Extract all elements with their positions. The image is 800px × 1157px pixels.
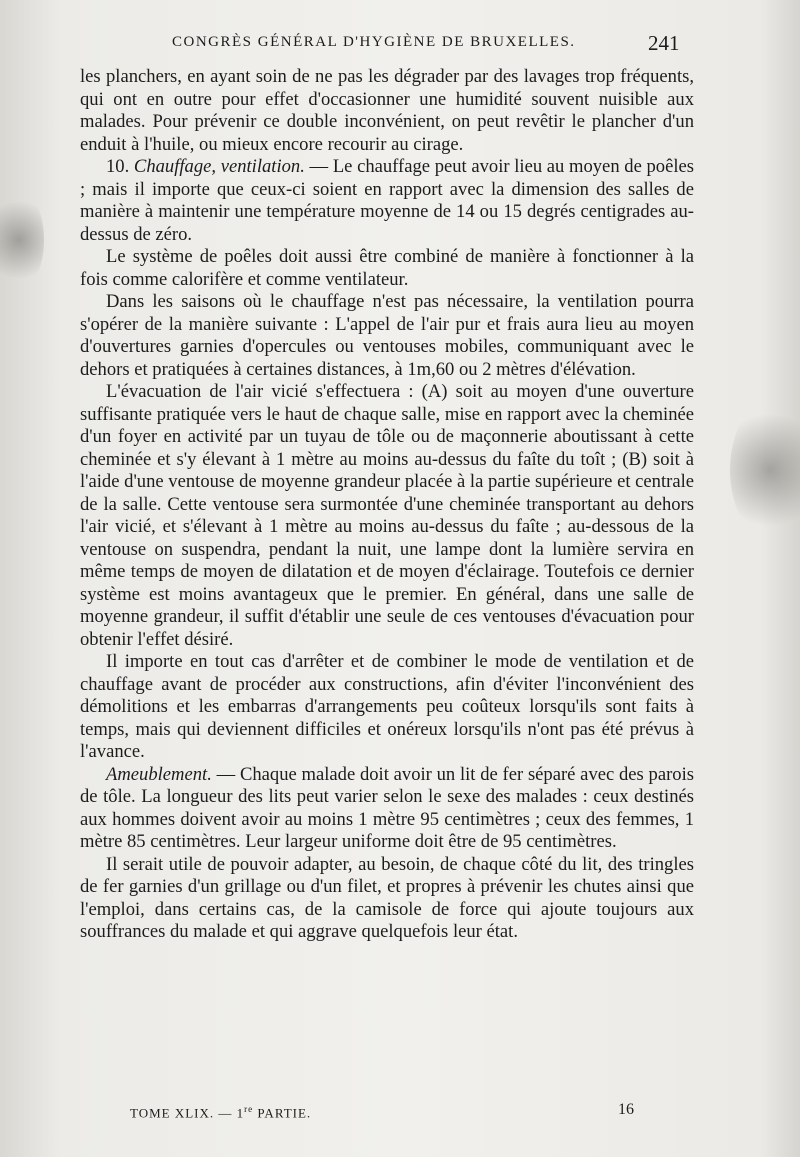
section-title-ameublement: Ameublement.	[106, 763, 212, 785]
paragraph-5: L'évacuation de l'air vicié s'effectuera : (A) soit au moyen d'une ouverture suffisante pratiquée vers le haut de chaque salle, mise en rapport avec la cheminée d'un foyer en activité par un tuyau de tôle ou de maçonnerie aboutissant à cette cheminée et s'y élevant à 1 mètre au moins au-dessus du faîte du toît ; (B) soit à l'aide d'une ventouse de moyenne grandeur placée à la partie supérieure et centrale de la salle. Cette ventouse sera surmontée d'une cheminée transportant au dehors l'air vicié, et s'élevant à 1 mètre au moins au-dessus du faîte ; au-dessous de la ventouse on suspendra, pendant la nuit, une lampe dont la lumière servira en même temps de moyen de dilatation et de moyen d'éclairage. Toutefois ce dernier système est moins avantageux que le premier. En général, dans une salle de moyenne grandeur, il suffit d'établir une seule de ces ventouses d'évacuation pour obtenir l'effet désiré.	[80, 381, 694, 650]
paragraph-6: Il importe en tout cas d'arrêter et de combiner le mode de ventilation et de chauffage avant de procéder aux constructions, afin d'éviter l'inconvénient des démolitions et les embarras d'arrangements peu coûteux lorsqu'ils sont faits à temps, mais qui deviennent difficiles et onéreux lorsqu'ils n'ont pas été prévus à l'avance.	[80, 651, 694, 762]
foxing-stain-right	[730, 400, 800, 540]
body-text	[80, 66, 694, 944]
section-number: 10.	[106, 156, 130, 177]
page-footer	[0, 1101, 800, 1124]
paragraph-4: Dans les saisons où le chauffage n'est pas nécessaire, la ventilation pourra s'opérer de la manière suivante : L'appel de l'air pur et frais aura lieu au moyen d'ouvertures garnies d'opercules ou ventouses mobiles, communiquant avec le dehors et pratiquées à certaines distances, à 1m,60 ou 2 mètres d'élévation.	[80, 291, 694, 380]
paragraph-2	[80, 156, 694, 246]
paragraph-2-text: — Le chauffage peut avoir lieu au moyen de poêles ; mais il importe que ceux-ci soient en rapport avec la dimension des salles de manière à maintenir une température moyenne de 14 ou 15 degrés centigrades au-dessus de zéro.	[80, 156, 694, 245]
paragraph-1: les planchers, en ayant soin de ne pas les dégrader par des lavages trop fréquents, qui ont en outre pour effet d'occasionner une humidité souvent nuisible aux malades. Pour prévenir ce double inconvénient, on peut revêtir le plancher d'un enduit à l'huile, ou mieux encore recourir au cirage.	[80, 66, 694, 155]
foxing-stain-left	[0, 190, 44, 290]
running-title: CONGRÈS GÉNÉRAL D'HYGIÈNE DE BRUXELLES.	[172, 34, 576, 50]
paragraph-8: Il serait utile de pouvoir adapter, au besoin, de chaque côté du lit, des tringles de fer garnies d'un grillage ou d'un filet, et propres à prévenir les chutes ainsi que l'emploi, dans certains cas, de la camisole de force qui ajoute toujours aux souffrances du malade et qui aggrave quelquefois leur état.	[80, 853, 694, 942]
page-number: 241	[648, 31, 680, 55]
paragraph-7	[80, 764, 694, 854]
paragraph-3: Le système de poêles doit aussi être combiné de manière à fonctionner à la fois comme calorifère et comme ventilateur.	[80, 246, 694, 290]
paragraph-7-text: — Chaque malade doit avoir un lit de fer séparé avec des parois de tôle. La longueur des lits peut varier selon le sexe des malades : ceux destinés aux hommes doivent avoir au moins 1 mètre 95 centimètres ; ceux des femmes, 1 mètre 85 centimètres. Leur largeur uniforme doit être de 95 centimètres.	[80, 763, 694, 852]
volume-signature: TOME XLIX. — 1re PARTIE.	[130, 1104, 312, 1121]
running-header	[0, 31, 800, 58]
sheet-number: 16	[618, 1101, 634, 1118]
section-title-chauffage: Chauffage, ventilation.	[133, 156, 305, 177]
